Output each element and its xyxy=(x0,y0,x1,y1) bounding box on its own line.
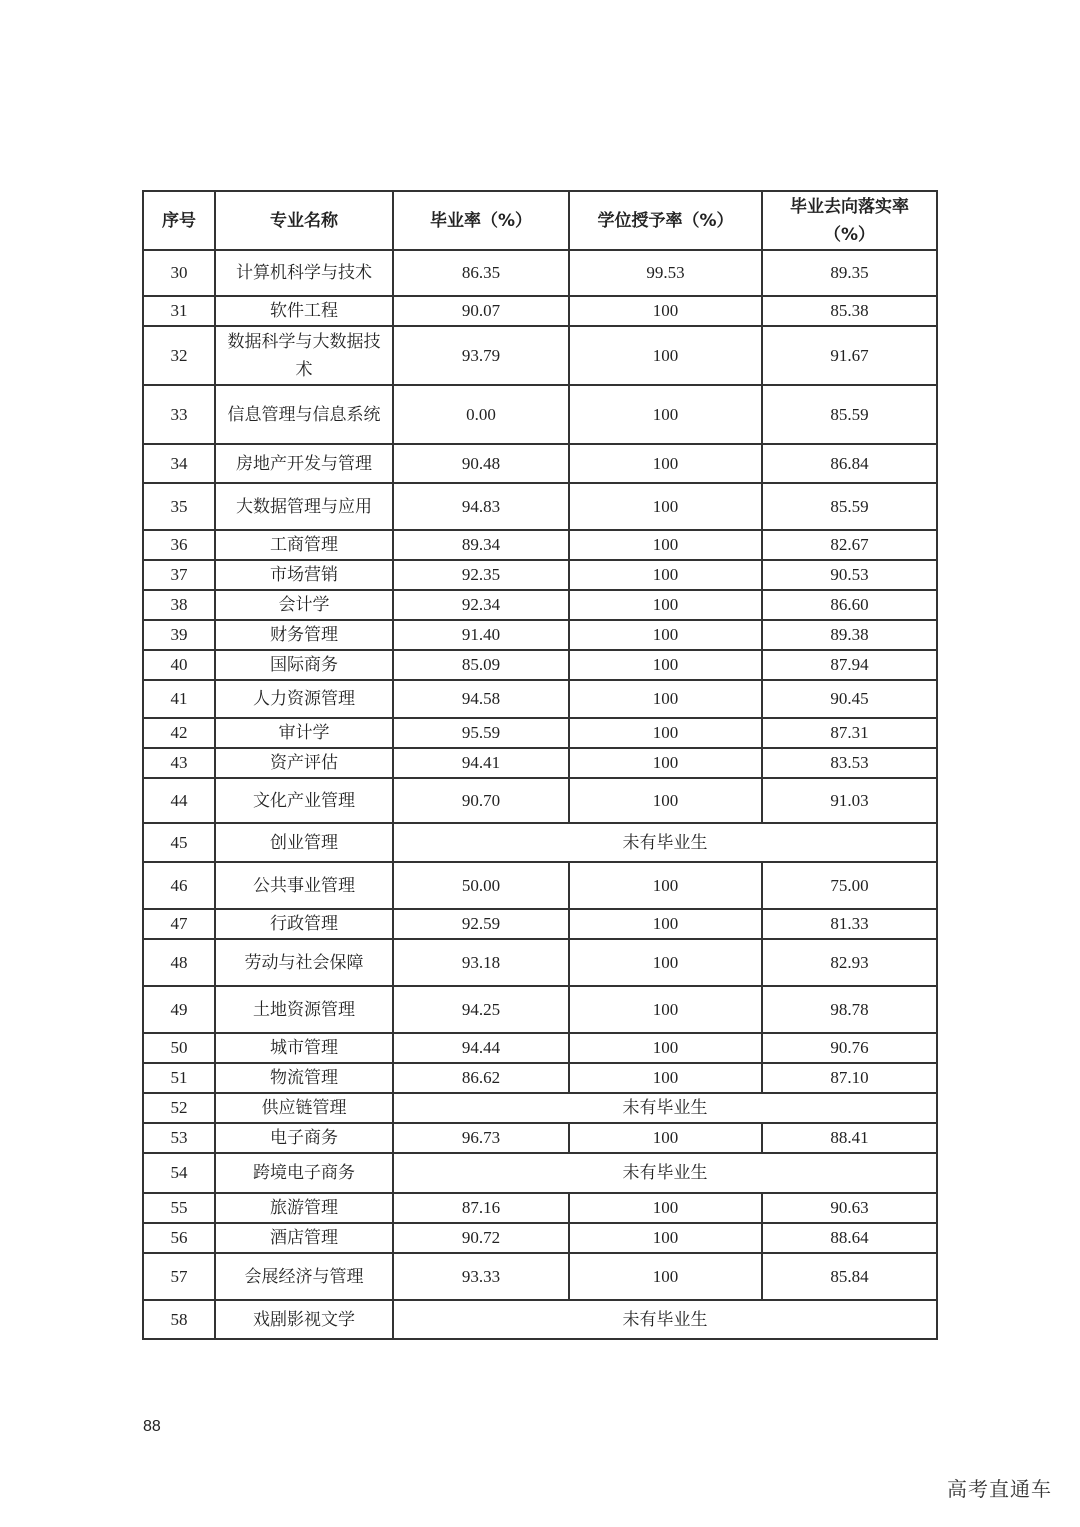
cell-graduation-rate: 94.83 xyxy=(393,483,569,530)
table-row xyxy=(143,296,937,326)
cell-graduation-rate: 94.44 xyxy=(393,1033,569,1063)
cell-major: 人力资源管理 xyxy=(215,680,393,718)
cell-degree-rate: 100 xyxy=(569,1063,762,1093)
cell-degree-rate: 100 xyxy=(569,1033,762,1063)
cell-employment-rate: 89.38 xyxy=(762,620,937,650)
cell-index: 43 xyxy=(143,748,215,778)
cell-index: 47 xyxy=(143,909,215,939)
cell-graduation-rate: 89.34 xyxy=(393,530,569,560)
cell-employment-rate: 85.38 xyxy=(762,296,937,326)
cell-index: 40 xyxy=(143,650,215,680)
table-row xyxy=(143,778,937,823)
cell-index: 35 xyxy=(143,483,215,530)
header-major: 专业名称 xyxy=(215,191,393,250)
cell-degree-rate: 100 xyxy=(569,296,762,326)
graduation-stats-table xyxy=(142,190,938,1340)
cell-index: 45 xyxy=(143,823,215,862)
cell-employment-rate: 86.84 xyxy=(762,444,937,483)
cell-graduation-rate: 93.33 xyxy=(393,1253,569,1300)
cell-degree-rate: 100 xyxy=(569,560,762,590)
cell-major: 酒店管理 xyxy=(215,1223,393,1253)
header-index: 序号 xyxy=(143,191,215,250)
cell-major: 房地产开发与管理 xyxy=(215,444,393,483)
cell-degree-rate: 100 xyxy=(569,620,762,650)
cell-major: 会展经济与管理 xyxy=(215,1253,393,1300)
cell-employment-rate: 87.31 xyxy=(762,718,937,748)
cell-graduation-rate: 91.40 xyxy=(393,620,569,650)
table-row xyxy=(143,1123,937,1153)
table-row xyxy=(143,1093,937,1123)
cell-major: 文化产业管理 xyxy=(215,778,393,823)
cell-graduation-rate: 92.59 xyxy=(393,909,569,939)
cell-graduation-rate: 93.79 xyxy=(393,326,569,385)
cell-major: 财务管理 xyxy=(215,620,393,650)
cell-index: 56 xyxy=(143,1223,215,1253)
table-row xyxy=(143,1300,937,1339)
table-row xyxy=(143,680,937,718)
cell-graduation-rate: 86.62 xyxy=(393,1063,569,1093)
table-row xyxy=(143,1223,937,1253)
cell-index: 54 xyxy=(143,1153,215,1193)
cell-graduation-rate: 95.59 xyxy=(393,718,569,748)
cell-index: 49 xyxy=(143,986,215,1033)
cell-employment-rate: 90.76 xyxy=(762,1033,937,1063)
cell-degree-rate: 100 xyxy=(569,1193,762,1223)
cell-degree-rate: 100 xyxy=(569,939,762,986)
table-row xyxy=(143,326,937,385)
cell-major: 城市管理 xyxy=(215,1033,393,1063)
table-row xyxy=(143,986,937,1033)
cell-index: 57 xyxy=(143,1253,215,1300)
cell-graduation-rate: 85.09 xyxy=(393,650,569,680)
table-row xyxy=(143,909,937,939)
cell-employment-rate: 90.53 xyxy=(762,560,937,590)
cell-no-graduates-note: 未有毕业生 xyxy=(393,823,937,862)
cell-graduation-rate: 0.00 xyxy=(393,385,569,444)
cell-graduation-rate: 90.70 xyxy=(393,778,569,823)
cell-graduation-rate: 92.34 xyxy=(393,590,569,620)
table-row xyxy=(143,590,937,620)
cell-index: 44 xyxy=(143,778,215,823)
cell-degree-rate: 100 xyxy=(569,778,762,823)
cell-major: 电子商务 xyxy=(215,1123,393,1153)
cell-major: 公共事业管理 xyxy=(215,862,393,909)
cell-major: 行政管理 xyxy=(215,909,393,939)
cell-index: 50 xyxy=(143,1033,215,1063)
cell-index: 52 xyxy=(143,1093,215,1123)
cell-major: 大数据管理与应用 xyxy=(215,483,393,530)
cell-degree-rate: 99.53 xyxy=(569,250,762,296)
cell-degree-rate: 100 xyxy=(569,1223,762,1253)
table-row xyxy=(143,1063,937,1093)
cell-index: 31 xyxy=(143,296,215,326)
cell-major: 跨境电子商务 xyxy=(215,1153,393,1193)
cell-graduation-rate: 96.73 xyxy=(393,1123,569,1153)
cell-no-graduates-note: 未有毕业生 xyxy=(393,1093,937,1123)
header-employment-rate: 毕业去向落实率（%） xyxy=(762,191,937,250)
table-row xyxy=(143,862,937,909)
cell-employment-rate: 88.64 xyxy=(762,1223,937,1253)
cell-index: 53 xyxy=(143,1123,215,1153)
cell-employment-rate: 90.45 xyxy=(762,680,937,718)
cell-major: 会计学 xyxy=(215,590,393,620)
cell-index: 58 xyxy=(143,1300,215,1339)
cell-degree-rate: 100 xyxy=(569,1123,762,1153)
cell-employment-rate: 89.35 xyxy=(762,250,937,296)
table-row xyxy=(143,1253,937,1300)
cell-major: 计算机科学与技术 xyxy=(215,250,393,296)
cell-employment-rate: 91.67 xyxy=(762,326,937,385)
cell-employment-rate: 82.93 xyxy=(762,939,937,986)
table-row xyxy=(143,1193,937,1223)
cell-degree-rate: 100 xyxy=(569,680,762,718)
table-row xyxy=(143,385,937,444)
cell-major: 戏剧影视文学 xyxy=(215,1300,393,1339)
table-row xyxy=(143,718,937,748)
watermark-text: 高考直通车 xyxy=(947,1477,1052,1501)
cell-graduation-rate: 50.00 xyxy=(393,862,569,909)
table-row xyxy=(143,620,937,650)
cell-degree-rate: 100 xyxy=(569,650,762,680)
cell-index: 38 xyxy=(143,590,215,620)
cell-employment-rate: 85.59 xyxy=(762,385,937,444)
cell-degree-rate: 100 xyxy=(569,1253,762,1300)
cell-index: 33 xyxy=(143,385,215,444)
cell-employment-rate: 85.84 xyxy=(762,1253,937,1300)
cell-major: 资产评估 xyxy=(215,748,393,778)
cell-employment-rate: 82.67 xyxy=(762,530,937,560)
cell-employment-rate: 88.41 xyxy=(762,1123,937,1153)
cell-index: 48 xyxy=(143,939,215,986)
cell-major: 信息管理与信息系统 xyxy=(215,385,393,444)
cell-index: 42 xyxy=(143,718,215,748)
cell-major: 供应链管理 xyxy=(215,1093,393,1123)
table-row xyxy=(143,530,937,560)
cell-no-graduates-note: 未有毕业生 xyxy=(393,1153,937,1193)
cell-graduation-rate: 86.35 xyxy=(393,250,569,296)
table-row xyxy=(143,1033,937,1063)
cell-graduation-rate: 94.58 xyxy=(393,680,569,718)
cell-major: 创业管理 xyxy=(215,823,393,862)
cell-major: 市场营销 xyxy=(215,560,393,590)
cell-major: 工商管理 xyxy=(215,530,393,560)
table-row xyxy=(143,650,937,680)
cell-index: 55 xyxy=(143,1193,215,1223)
cell-index: 36 xyxy=(143,530,215,560)
cell-degree-rate: 100 xyxy=(569,385,762,444)
cell-index: 37 xyxy=(143,560,215,590)
cell-degree-rate: 100 xyxy=(569,444,762,483)
cell-employment-rate: 75.00 xyxy=(762,862,937,909)
table-row xyxy=(143,444,937,483)
cell-graduation-rate: 90.07 xyxy=(393,296,569,326)
cell-major: 旅游管理 xyxy=(215,1193,393,1223)
cell-degree-rate: 100 xyxy=(569,718,762,748)
table-row xyxy=(143,560,937,590)
table-row xyxy=(143,748,937,778)
cell-degree-rate: 100 xyxy=(569,748,762,778)
cell-degree-rate: 100 xyxy=(569,530,762,560)
cell-major: 国际商务 xyxy=(215,650,393,680)
cell-major: 数据科学与大数据技术 xyxy=(215,326,393,385)
cell-major: 劳动与社会保障 xyxy=(215,939,393,986)
cell-graduation-rate: 87.16 xyxy=(393,1193,569,1223)
cell-employment-rate: 85.59 xyxy=(762,483,937,530)
table-row xyxy=(143,939,937,986)
cell-employment-rate: 87.94 xyxy=(762,650,937,680)
cell-major: 物流管理 xyxy=(215,1063,393,1093)
cell-index: 34 xyxy=(143,444,215,483)
cell-index: 46 xyxy=(143,862,215,909)
table-row xyxy=(143,250,937,296)
cell-degree-rate: 100 xyxy=(569,590,762,620)
cell-employment-rate: 86.60 xyxy=(762,590,937,620)
cell-degree-rate: 100 xyxy=(569,909,762,939)
header-graduation-rate: 毕业率（%） xyxy=(393,191,569,250)
cell-employment-rate: 98.78 xyxy=(762,986,937,1033)
table-header-row xyxy=(143,191,937,250)
cell-employment-rate: 83.53 xyxy=(762,748,937,778)
cell-graduation-rate: 90.48 xyxy=(393,444,569,483)
cell-major: 土地资源管理 xyxy=(215,986,393,1033)
table-row xyxy=(143,483,937,530)
table-body xyxy=(143,250,937,1339)
page-number: 88 xyxy=(143,1418,161,1435)
cell-index: 41 xyxy=(143,680,215,718)
cell-employment-rate: 91.03 xyxy=(762,778,937,823)
cell-graduation-rate: 92.35 xyxy=(393,560,569,590)
table-row xyxy=(143,1153,937,1193)
cell-employment-rate: 87.10 xyxy=(762,1063,937,1093)
cell-index: 32 xyxy=(143,326,215,385)
cell-degree-rate: 100 xyxy=(569,483,762,530)
cell-graduation-rate: 90.72 xyxy=(393,1223,569,1253)
cell-major: 审计学 xyxy=(215,718,393,748)
cell-index: 51 xyxy=(143,1063,215,1093)
cell-employment-rate: 81.33 xyxy=(762,909,937,939)
cell-graduation-rate: 93.18 xyxy=(393,939,569,986)
cell-major: 软件工程 xyxy=(215,296,393,326)
cell-graduation-rate: 94.25 xyxy=(393,986,569,1033)
cell-degree-rate: 100 xyxy=(569,326,762,385)
cell-degree-rate: 100 xyxy=(569,862,762,909)
table-row xyxy=(143,823,937,862)
cell-degree-rate: 100 xyxy=(569,986,762,1033)
header-degree-rate: 学位授予率（%） xyxy=(569,191,762,250)
cell-graduation-rate: 94.41 xyxy=(393,748,569,778)
cell-employment-rate: 90.63 xyxy=(762,1193,937,1223)
cell-index: 30 xyxy=(143,250,215,296)
cell-no-graduates-note: 未有毕业生 xyxy=(393,1300,937,1339)
cell-index: 39 xyxy=(143,620,215,650)
